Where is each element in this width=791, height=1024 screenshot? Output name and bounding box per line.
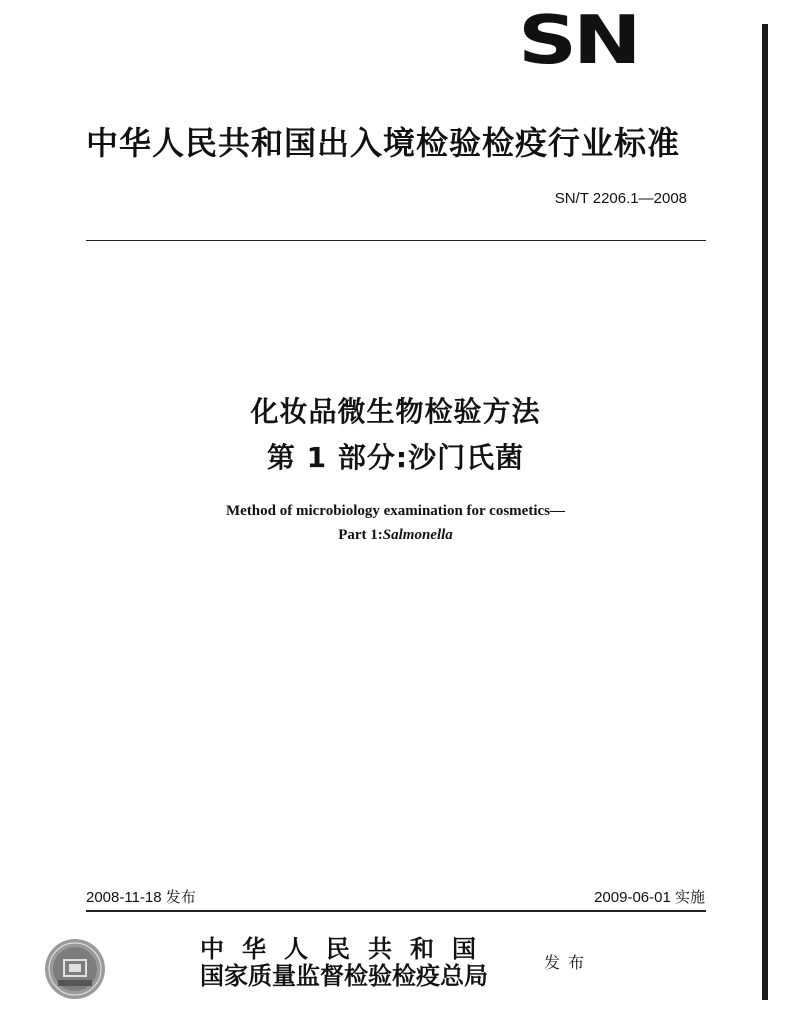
title-cn-line1: 化妆品微生物检验方法 — [250, 395, 541, 428]
sn-logo: SN — [518, 1, 638, 80]
issue-date: 2008-11-18 发布 — [86, 889, 196, 906]
header-divider — [86, 240, 706, 241]
publisher-line1: 中华人民共和国 — [200, 934, 494, 963]
title-en-organism: Salmonella — [382, 527, 453, 543]
title-en-part: Part 1: — [338, 527, 383, 543]
footer-divider — [86, 910, 706, 912]
publisher-line2: 国家质量监督检验检疫总局 — [200, 961, 488, 990]
effective-date: 2009-06-01 实施 — [594, 889, 705, 906]
org-title: 中华人民共和国出入境检验检疫行业标准 — [86, 124, 681, 162]
publisher — [200, 936, 494, 990]
standard-number: SN/T 2206.1—2008 — [554, 190, 687, 207]
title-en-line2 — [0, 527, 791, 544]
title-en-line1: Method of microbiology examination for cosmetics— — [226, 503, 565, 519]
publish-action: 发布 — [544, 953, 593, 972]
title-cn-line2: 第 1 部分:沙门氏菌 — [266, 441, 525, 474]
official-seal-icon — [44, 938, 106, 1000]
